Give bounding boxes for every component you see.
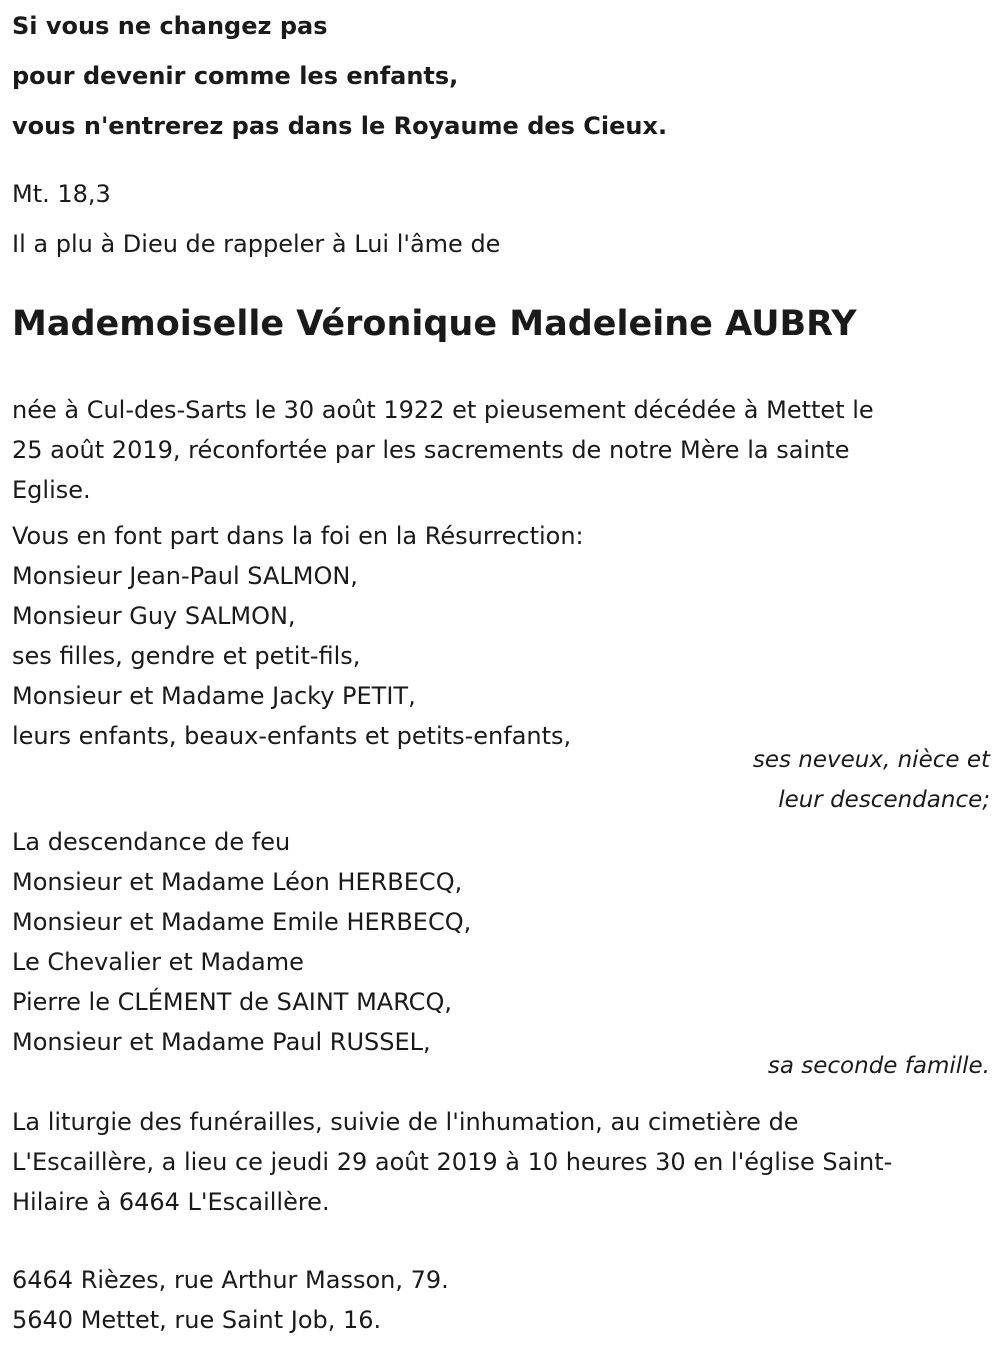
second-family-line-6: Monsieur et Madame Paul RUSSEL, [12,1028,431,1056]
mourners-line-2: Monsieur Jean-Paul SALMON, [12,562,358,590]
verse-line-3: vous n'entrerez pas dans le Royaume des Cieux. [12,112,668,140]
second-family-line-4: Le Chevalier et Madame [12,948,304,976]
address-2: 5640 Mettet, rue Saint Job, 16. [12,1306,382,1334]
birth-death-paragraph [12,390,990,510]
birth-death-line-1: née à Cul-des-Sarts le 30 août 1922 et pieusement décédée à Mettet le [12,396,874,424]
mourners-line-3: Monsieur Guy SALMON, [12,602,296,630]
funeral-line-1: La liturgie des funérailles, suivie de l'inhumation, au cimetière de [12,1108,799,1136]
mourners-caption-line-1: ses neveux, nièce et [752,747,990,773]
verse-line-1: Si vous ne changez pas [12,12,328,40]
death-notice [12,0,990,1340]
verse-reference: Mt. 18,3 [12,180,111,208]
verse-line-2: pour devenir comme les enfants, [12,62,459,90]
second-family-line-2: Monsieur et Madame Léon HERBECQ, [12,868,463,896]
second-family-line-5: Pierre le CLÉMENT de SAINT MARCQ, [12,988,452,1016]
mourners-line-5: Monsieur et Madame Jacky PETIT, [12,682,416,710]
second-family-list [12,822,990,1062]
mourners-list [12,516,990,756]
address-1: 6464 Rièzes, rue Arthur Masson, 79. [12,1266,449,1294]
second-family-caption: sa seconde famille. [767,1053,990,1079]
second-family-line-3: Monsieur et Madame Emile HERBECQ, [12,908,472,936]
birth-death-line-3: Eglise. [12,476,91,504]
intro-text: Il a plu à Dieu de rappeler à Lui l'âme de [12,230,501,258]
deceased-name: Mademoiselle Véronique Madeleine AUBRY [12,304,857,344]
mourners-line-6: leurs enfants, beaux-enfants et petits-enfants, [12,722,572,750]
addresses [12,1260,990,1340]
funeral-details [12,1102,990,1222]
mourners-caption-line-2: leur descendance; [778,787,990,813]
mourners-line-4: ses filles, gendre et petit-fils, [12,642,361,670]
second-family-line-1: La descendance de feu [12,828,291,856]
funeral-line-2: L'Escaillère, a lieu ce jeudi 29 août 2019 à 10 heures 30 en l'église Saint- [12,1148,893,1176]
bible-verse [12,1,990,151]
funeral-line-3: Hilaire à 6464 L'Escaillère. [12,1188,330,1216]
birth-death-line-2: 25 août 2019, réconfortée par les sacrements de notre Mère la sainte [12,436,850,464]
mourners-line-1: Vous en font part dans la foi en la Résurrection: [12,522,584,550]
